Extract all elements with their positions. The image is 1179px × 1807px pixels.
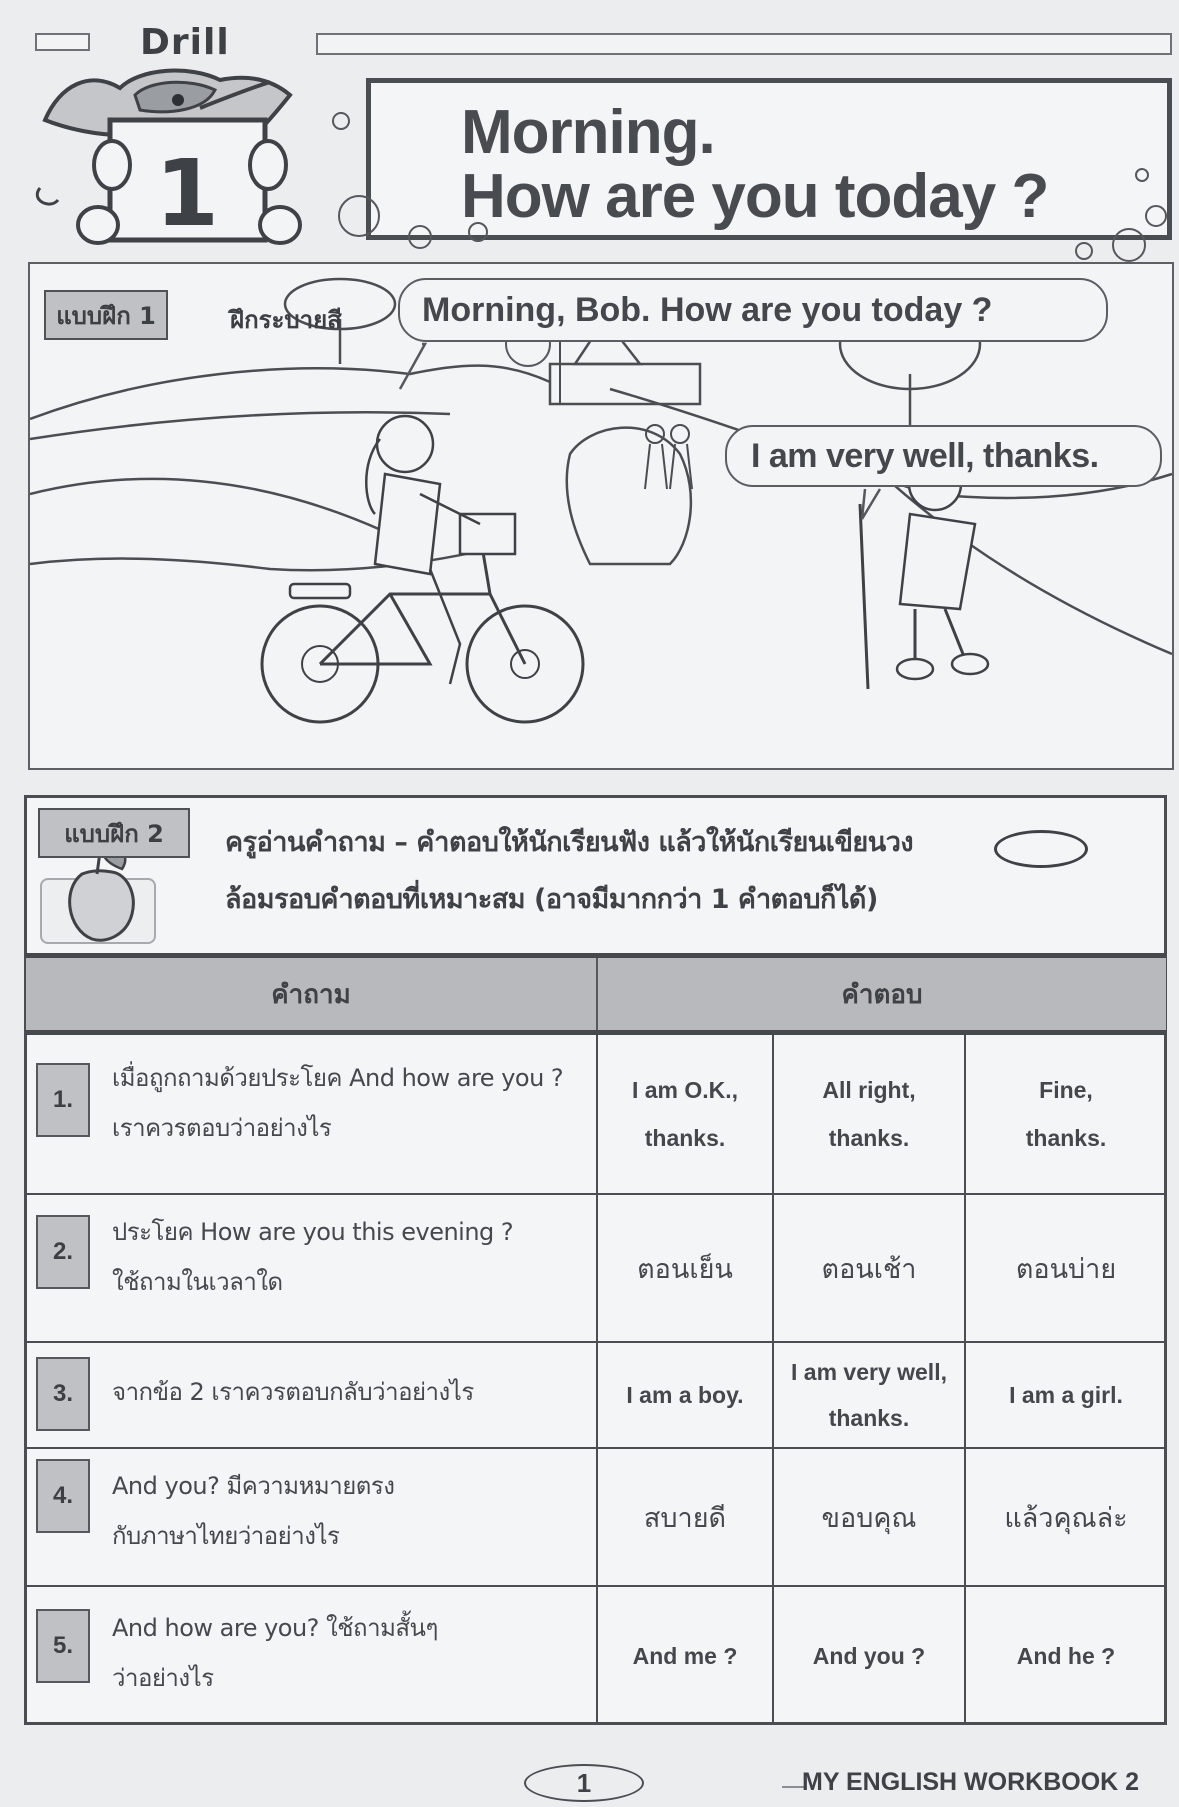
elephant-mascot-icon <box>30 60 330 245</box>
answer-option[interactable]: I am O.K., thanks. <box>596 1035 772 1193</box>
bubble-decor-icon <box>1145 205 1167 227</box>
column-header-answer: คำตอบ <box>596 958 1166 1030</box>
table-row <box>26 1449 1166 1587</box>
bubble-decor-icon <box>408 225 432 249</box>
answer-option[interactable]: Fine, thanks. <box>964 1035 1166 1193</box>
answer-option[interactable]: And you ? <box>772 1587 964 1725</box>
page-number: 1 <box>524 1764 644 1802</box>
exercise-1-instruction: ฝึกระบายสี <box>230 306 342 334</box>
speech-bubble-boy: I am very well, thanks. <box>725 425 1162 487</box>
answer-option[interactable]: ตอนเย็น <box>596 1195 772 1341</box>
question-number-badge: 2. <box>36 1215 90 1289</box>
table-row <box>26 1195 1166 1343</box>
question-text: เมื่อถูกถามด้วยประโยค And how are you ? เราควรตอบว่าอย่างไร <box>112 1064 564 1142</box>
question-number-badge: 1. <box>36 1063 90 1137</box>
table-row <box>26 1343 1166 1449</box>
bubble-decor-icon <box>1112 228 1146 262</box>
header-decor-bar-left <box>35 33 90 51</box>
answer-option[interactable]: I am a girl. <box>964 1343 1166 1447</box>
bubble-decor-icon <box>332 112 350 130</box>
book-title: MY ENGLISH WORKBOOK 2 <box>802 1768 1140 1796</box>
exercise-2-instruction-line-1: ครูอ่านคำถาม – คำตอบให้นักเรียนฟัง แล้วให้นักเรียนเขียนวง <box>225 827 914 858</box>
exercise-1-label: แบบฝึก 1 <box>44 290 168 340</box>
answer-option[interactable]: ตอนบ่าย <box>964 1195 1166 1341</box>
bubble-decor-icon <box>1135 168 1149 182</box>
question-text: ประโยค How are you this evening ? ใช้ถามในเวลาใด <box>112 1218 514 1296</box>
question-number-badge: 3. <box>36 1357 90 1431</box>
answer-option[interactable]: And me ? <box>596 1587 772 1725</box>
answer-option[interactable]: ขอบคุณ <box>772 1449 964 1585</box>
question-text: And you? มีความหมายตรง กับภาษาไทยว่าอย่างไร <box>112 1472 395 1550</box>
column-header-question: คำถาม <box>271 979 351 1010</box>
answer-option[interactable]: I am a boy. <box>596 1343 772 1447</box>
lesson-title-line-2: How are you today ? <box>461 162 1049 231</box>
circle-answer-example-icon <box>994 830 1088 868</box>
question-number-badge: 4. <box>36 1459 90 1533</box>
drill-label: Drill <box>140 22 230 63</box>
bubble-decor-icon <box>1075 242 1093 260</box>
exercise-2-instruction-line-2: ล้อมรอบคำตอบที่เหมาะสม (อาจมีมากกว่า 1 คำตอบก็ได้) <box>225 884 878 915</box>
answer-option[interactable]: แล้วคุณล่ะ <box>964 1449 1166 1585</box>
question-number-badge: 5. <box>36 1609 90 1683</box>
exercise-2-label: แบบฝึก 2 <box>38 808 190 858</box>
answer-option[interactable]: ตอนเช้า <box>772 1195 964 1341</box>
question-text: จากข้อ 2 เราควรตอบกลับว่าอย่างไร <box>112 1378 474 1406</box>
answer-table-header <box>26 953 1166 1035</box>
header-decor-bar-right <box>316 33 1172 55</box>
table-row <box>26 1035 1166 1195</box>
apple-icon <box>62 844 144 944</box>
bubble-decor-icon <box>338 195 380 237</box>
lesson-title-box <box>366 78 1172 240</box>
table-row <box>26 1587 1166 1725</box>
answer-option[interactable]: And he ? <box>964 1587 1166 1725</box>
answer-option[interactable]: I am very well, thanks. <box>772 1343 964 1447</box>
speech-bubble-girl: Morning, Bob. How are you today ? <box>398 278 1108 342</box>
svg-text:1: 1 <box>154 140 220 245</box>
lesson-title-line-1: Morning. <box>461 98 715 167</box>
answer-option[interactable]: สบายดี <box>596 1449 772 1585</box>
bubble-decor-icon <box>468 222 488 242</box>
question-text: And how are you? ใช้ถามสั้นๆ ว่าอย่างไร <box>112 1614 438 1692</box>
answer-option[interactable]: All right, thanks. <box>772 1035 964 1193</box>
